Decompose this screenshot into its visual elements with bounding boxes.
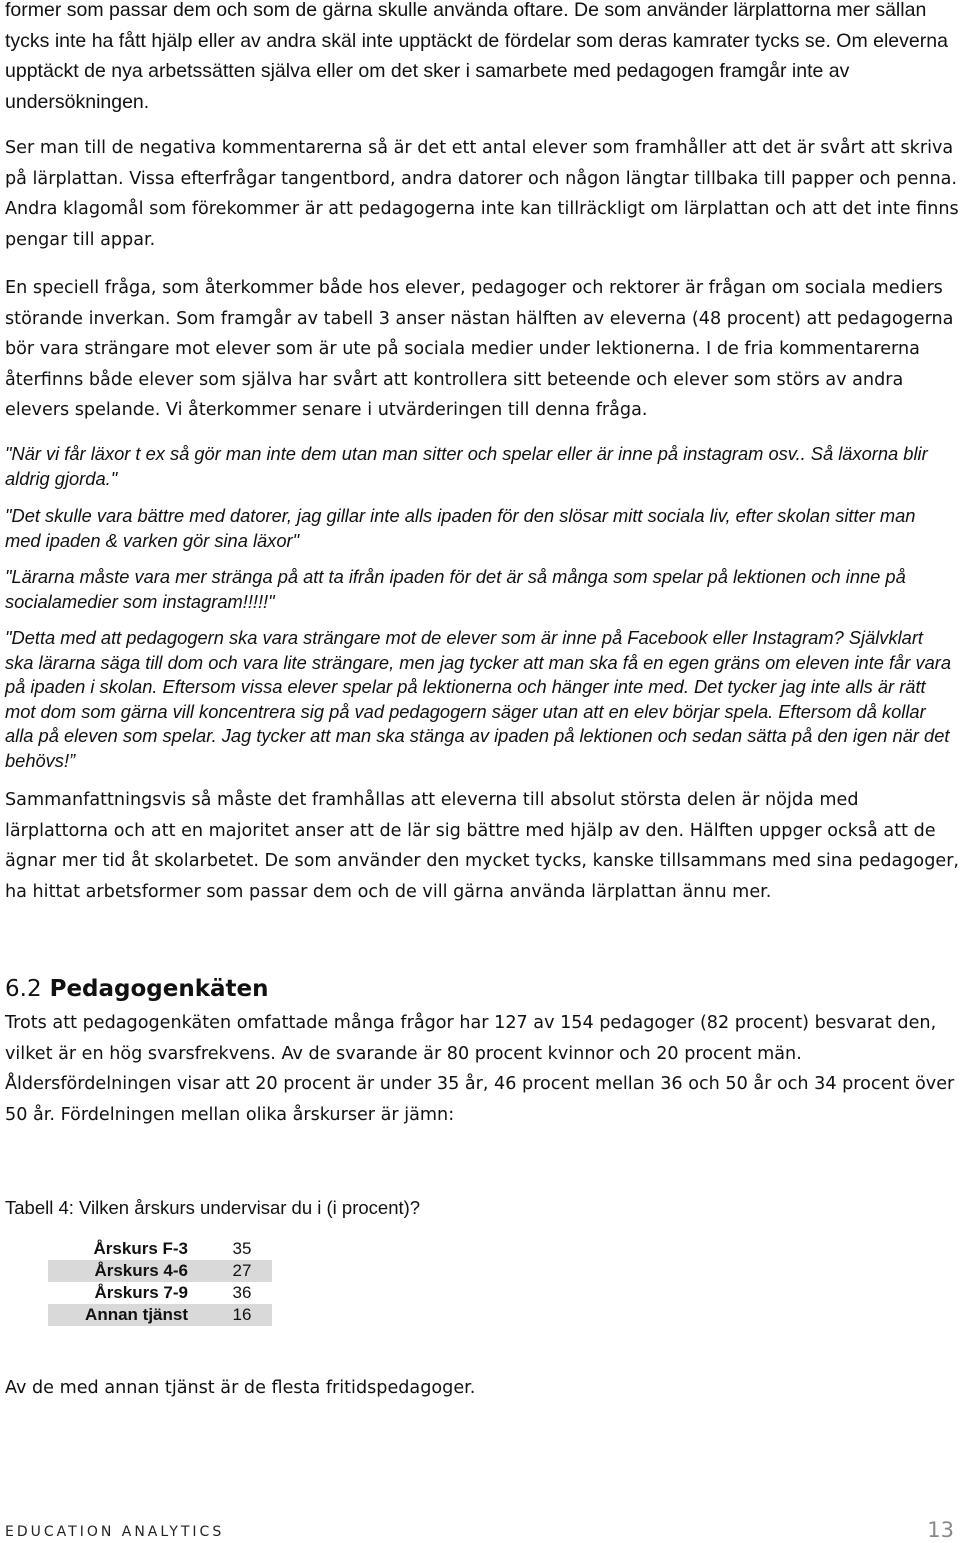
- quote-3: "Lärarna måste vara mer stränga på att ta ifrån ipaden för det är så många som spelar på lektionen och inne på socialamedier som instagram!!!!!": [5, 566, 906, 612]
- footer-brand-logo: EDUCATION ANALYTICS: [5, 1524, 225, 1540]
- quote-1: "När vi får läxor t ex så gör man inte dem utan man sitter och spelar eller är inne på instagram osv.. Så läxorna blir aldrig gjorda.": [5, 443, 928, 489]
- row-value: 35: [232, 1239, 252, 1258]
- quote-4: "Detta med att pedagogern ska vara strängare mot de elever som är inne på Facebook eller Instagram? Självklart ska lärarna säga till dom och vara lite strängare, men jag tycker att man ska få en egen gräns om eleven inte får vara på ipaden i skolan. Eftersom vissa elever spelar på lektionerna och hänger inte med. Det tycker jag inte alls är rätt mot dom som gärna vill koncentrera sig på vad pedagogern säger utan att en elev börjar spela. Eftersom då kollar alla på eleven som spelar. Jag tycker att man ska stänga av ipaden på lektionen och sedan sätta på den igen när det behövs!”: [5, 627, 952, 771]
- paragraph-intro: former som passar dem och som de gärna skulle använda oftare. De som använder lärplattorna mer sällan tycks inte ha fått hjälp eller av andra skäl inte upptäckt de fördelar som deras kamrater tycks se. Om eleverna upptäckt de nya arbetssätten själva eller om det sker i samarbete med pedagogen framgår inte av undersökningen.: [5, 0, 948, 113]
- table-row: [48, 1304, 272, 1326]
- quote-2: "Det skulle vara bättre med datorer, jag gillar inte alls ipaden för den slösar mitt sociala liv, efter skolan sitter man med ipaden & varken gör sina läxor": [5, 505, 916, 551]
- paragraph-closing: Av de med annan tjänst är de flesta fritidspedagoger.: [5, 1378, 476, 1398]
- grade-table: [48, 1238, 272, 1326]
- section-number: 6.2: [5, 976, 42, 1002]
- table-row: [48, 1282, 272, 1304]
- paragraph-negative-comments: Ser man till de negativa kommentarerna så är det ett antal elever som framhåller att det är svårt att skriva på lärplattan. Vissa efterfrågar tangentbord, andra datorer och någon längtar tillbaka till papper och penna. Andra klagomål som förekommer är att pedagogerna inte kan tillräckligt om lärplattan och att det inte finns pengar till appar.: [5, 138, 959, 250]
- paragraph-social-media: En speciell fråga, som återkommer både hos elever, pedagoger och rektorer är frågan om sociala mediers störande inverkan. Som framgår av tabell 3 anser nästan hälften av eleverna (48 procent) att pedagogerna bör vara strängare mot elever som är ute på sociala medier under lektionerna. I de fria kommentarerna återfinns både elever som själva har svårt att kontrollera sitt beteende och elever som störs av andra elevers spelande. Vi återkommer senare i utvärderingen till denna fråga.: [5, 278, 954, 421]
- row-label: Annan tjänst: [48, 1304, 212, 1326]
- section-heading: [5, 974, 269, 1004]
- row-value: 36: [232, 1283, 252, 1302]
- paragraph-summary: Sammanfattningsvis så måste det framhållas att eleverna till absolut största delen är nöjda med lärplattorna och att en majoritet anser att de lär sig bättre med hjälp av den. Hälften uppger också att de ägnar mer tid åt skolarbetet. De som använder den mycket tycks, kanske tillsammans med sina pedagoger, ha hittat arbetsformer som passar dem och de vill gärna använda lärplattan ännu mer.: [5, 790, 960, 902]
- table-row: [48, 1238, 272, 1260]
- row-label: Årskurs 4-6: [48, 1260, 212, 1282]
- row-label: Årskurs 7-9: [94, 1283, 188, 1302]
- section-title: Pedagogenkäten: [49, 976, 269, 1002]
- row-label: Årskurs F-3: [93, 1239, 188, 1258]
- table-row: [48, 1260, 272, 1282]
- page-number: 13: [927, 1518, 954, 1542]
- row-value: 16: [212, 1304, 272, 1326]
- paragraph-survey: Trots att pedagogenkäten omfattade många frågor har 127 av 154 pedagoger (82 procent) besvarat den, vilket är en hög svarsfrekvens. Av de svarande är 80 procent kvinnor och 20 procent män. Åldersfördelningen visar att 20 procent är under 35 år, 46 procent mellan 36 och 50 år och 34 procent över 50 år. Fördelningen mellan olika årskurser är jämn:: [5, 1013, 955, 1125]
- row-value: 27: [212, 1260, 272, 1282]
- table-caption: Tabell 4: Vilken årskurs undervisar du i (i procent)?: [5, 1197, 421, 1218]
